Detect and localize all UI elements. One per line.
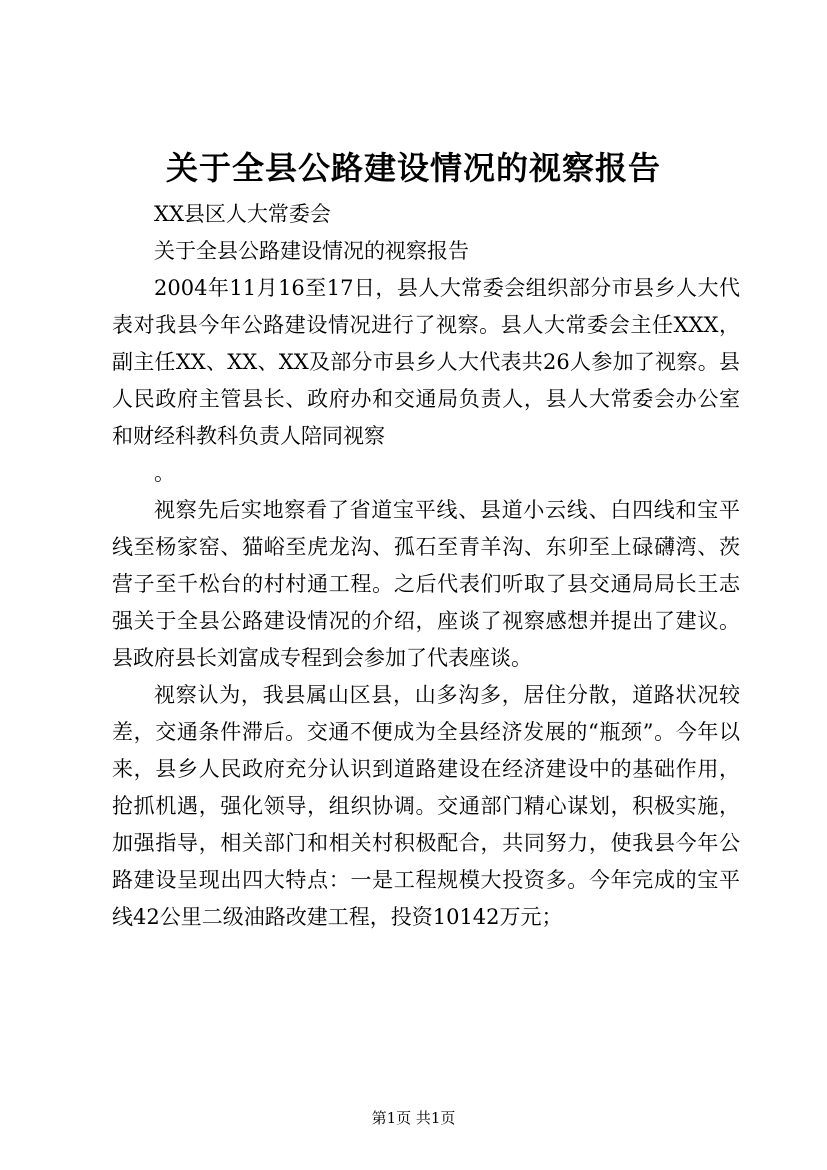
- subtitle-line: 关于全县公路建设情况的视察报告: [154, 239, 469, 263]
- recipient-line: XX县区人大常委会: [154, 202, 331, 226]
- document-body: [112, 196, 740, 936]
- paragraph-findings: 视察认为，我县属山区县，山多沟多，居住分散，道路状况较差，交通条件滞后。交通不便成为全县经济发展的“瓶颈”。今年以来，县乡人民政府充分认识到道路建设在经济建设中的基础作用，抢抓机遇，强化领导，组织协调。交通部门精心谋划，积极实施，加强指导，相关部门和相关村积极配合，共同努力，使我县今年公路建设呈现出四大特点：一是工程规模大投资多。今年完成的宝平线42公里二级油路改建工程，投资10142万元；: [112, 683, 740, 929]
- paragraph-inspection: 视察先后实地察看了省道宝平线、县道小云线、白四线和宝平线至杨家窑、猫峪至虎龙沟、孤石至青羊沟、东卯至上碌礴湾、茨营子至千松台的村村通工程。之后代表们听取了县交通局局长王志强关于全县公路建设情况的介绍，座谈了视察感想并提出了建议。县政府县长刘富成专程到会参加了代表座谈。: [112, 498, 740, 670]
- paragraph-period: 。: [154, 461, 175, 485]
- document-title: 关于全县公路建设情况的视察报告: [165, 149, 661, 187]
- paragraph-intro: 2004年11月16至17日，县人大常委会组织部分市县乡人大代表对我县今年公路建设情况进行了视察。县人大常委会主任XXX，副主任XX、XX、XX及部分市县乡人大代表共26人参加了视察。县人民政府主管县长、政府办和交通局负责人，县人大常委会办公室和财经科教科负责人陪同视察: [112, 276, 740, 448]
- page-footer: 第1页 共1页: [371, 1109, 456, 1127]
